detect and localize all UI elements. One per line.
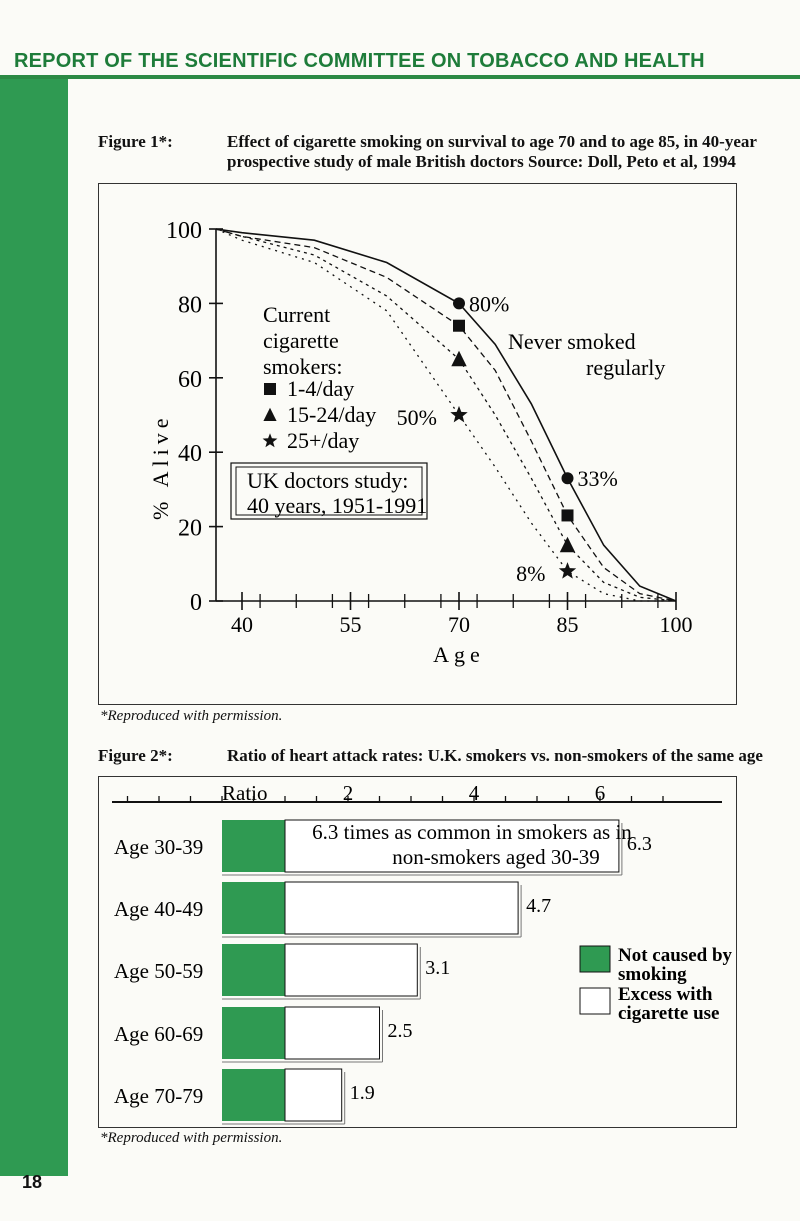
figure1-note: *Reproduced with permission. xyxy=(100,708,283,724)
x-tick-label: 70 xyxy=(448,612,470,637)
figure2-label: Figure 2*: xyxy=(98,746,173,765)
legend-item-label: 15-24/day xyxy=(287,402,377,427)
y-tick-label: 40 xyxy=(178,441,202,468)
y-tick-label: 60 xyxy=(178,366,202,393)
y-tick-label: 100 xyxy=(166,218,202,244)
point-label-50: 50% xyxy=(396,405,437,430)
point-label-8: 8% xyxy=(516,561,546,587)
excess-bar xyxy=(285,882,518,934)
legend-title-line: Current xyxy=(263,302,331,327)
bar-total-label: 2.5 xyxy=(387,1020,413,1042)
callout-line: 6.3 times as common in smokers as in xyxy=(312,820,632,844)
x-tick-label: 85 xyxy=(556,612,579,637)
legend-label-not-caused: smoking xyxy=(618,964,687,985)
y-tick-label: 80 xyxy=(178,292,202,319)
age-group-label: Age 70-79 xyxy=(114,1084,204,1108)
ratio-tick-label: 4 xyxy=(468,781,480,805)
excess-bar xyxy=(285,1069,342,1121)
figure2-note: *Reproduced with permission. xyxy=(100,1130,283,1146)
legend-swatch-excess xyxy=(580,988,610,1014)
baseline-bar xyxy=(222,1069,285,1121)
study-box-line: UK doctors study: xyxy=(247,468,409,493)
age-group-label: Age 50-59 xyxy=(114,959,204,983)
never-smoked-label: regularly xyxy=(586,355,666,380)
age-group-label: Age 40-49 xyxy=(114,897,204,921)
baseline-bar xyxy=(222,1007,285,1059)
legend-title-line: smokers: xyxy=(263,354,343,379)
y-axis-title: % Alive xyxy=(148,413,173,520)
y-tick-label: 0 xyxy=(190,590,202,616)
ratio-tick-label: 6 xyxy=(594,781,606,805)
legend-item-label: 1-4/day xyxy=(287,376,355,401)
age-group-label: Age 30-39 xyxy=(114,835,204,859)
page-number: 18 xyxy=(22,1172,43,1192)
bar-total-label: 4.7 xyxy=(526,895,552,917)
point-label-80: 80% xyxy=(469,291,510,317)
x-tick-label: 100 xyxy=(659,612,693,637)
legend-label-not-caused: Not caused by xyxy=(618,945,733,966)
bar-total-label: 6.3 xyxy=(626,833,652,855)
legend-swatch-not-caused xyxy=(580,946,610,972)
legend-item-label: 25+/day xyxy=(287,428,360,453)
figure2-title: Ratio of heart attack rates: U.K. smokers vs. non-smokers of the same age xyxy=(227,746,763,765)
figure1-title-line1: Effect of cigarette smoking on survival to age 70 and to age 85, in 40-year xyxy=(227,132,757,151)
y-tick-label: 20 xyxy=(178,515,202,542)
study-box-line: 40 years, 1951-1991 xyxy=(247,493,428,518)
legend-label-excess: Excess with xyxy=(618,984,713,1005)
excess-bar xyxy=(285,1007,380,1059)
point-label-33: 33% xyxy=(577,466,618,492)
x-axis-title: Age xyxy=(433,642,485,667)
callout-line: non-smokers aged 30-39 xyxy=(392,845,600,869)
baseline-bar xyxy=(222,820,285,872)
never-smoked-label: Never smoked xyxy=(508,329,636,354)
x-tick-label: 55 xyxy=(339,612,362,637)
ratio-tick-label: 2 xyxy=(342,781,354,805)
x-tick-label: 40 xyxy=(231,612,253,637)
report-header-title: REPORT OF THE SCIENTIFIC COMMITTEE ON TOBACCO AND HEALTH xyxy=(14,50,705,72)
age-group-label: Age 60-69 xyxy=(114,1022,204,1046)
ratio-axis-title: Ratio xyxy=(222,781,268,805)
figure1-title-line2: prospective study of male British doctors Source: Doll, Peto et al, 1994 xyxy=(227,152,736,171)
baseline-bar xyxy=(222,882,285,934)
bar-total-label: 1.9 xyxy=(349,1082,375,1104)
legend-label-excess: cigarette use xyxy=(618,1003,720,1024)
excess-bar xyxy=(285,944,417,996)
bar-total-label: 3.1 xyxy=(425,957,451,979)
legend-title-line: cigarette xyxy=(263,328,339,353)
baseline-bar xyxy=(222,944,285,996)
figure1-label: Figure 1*: xyxy=(98,132,173,151)
